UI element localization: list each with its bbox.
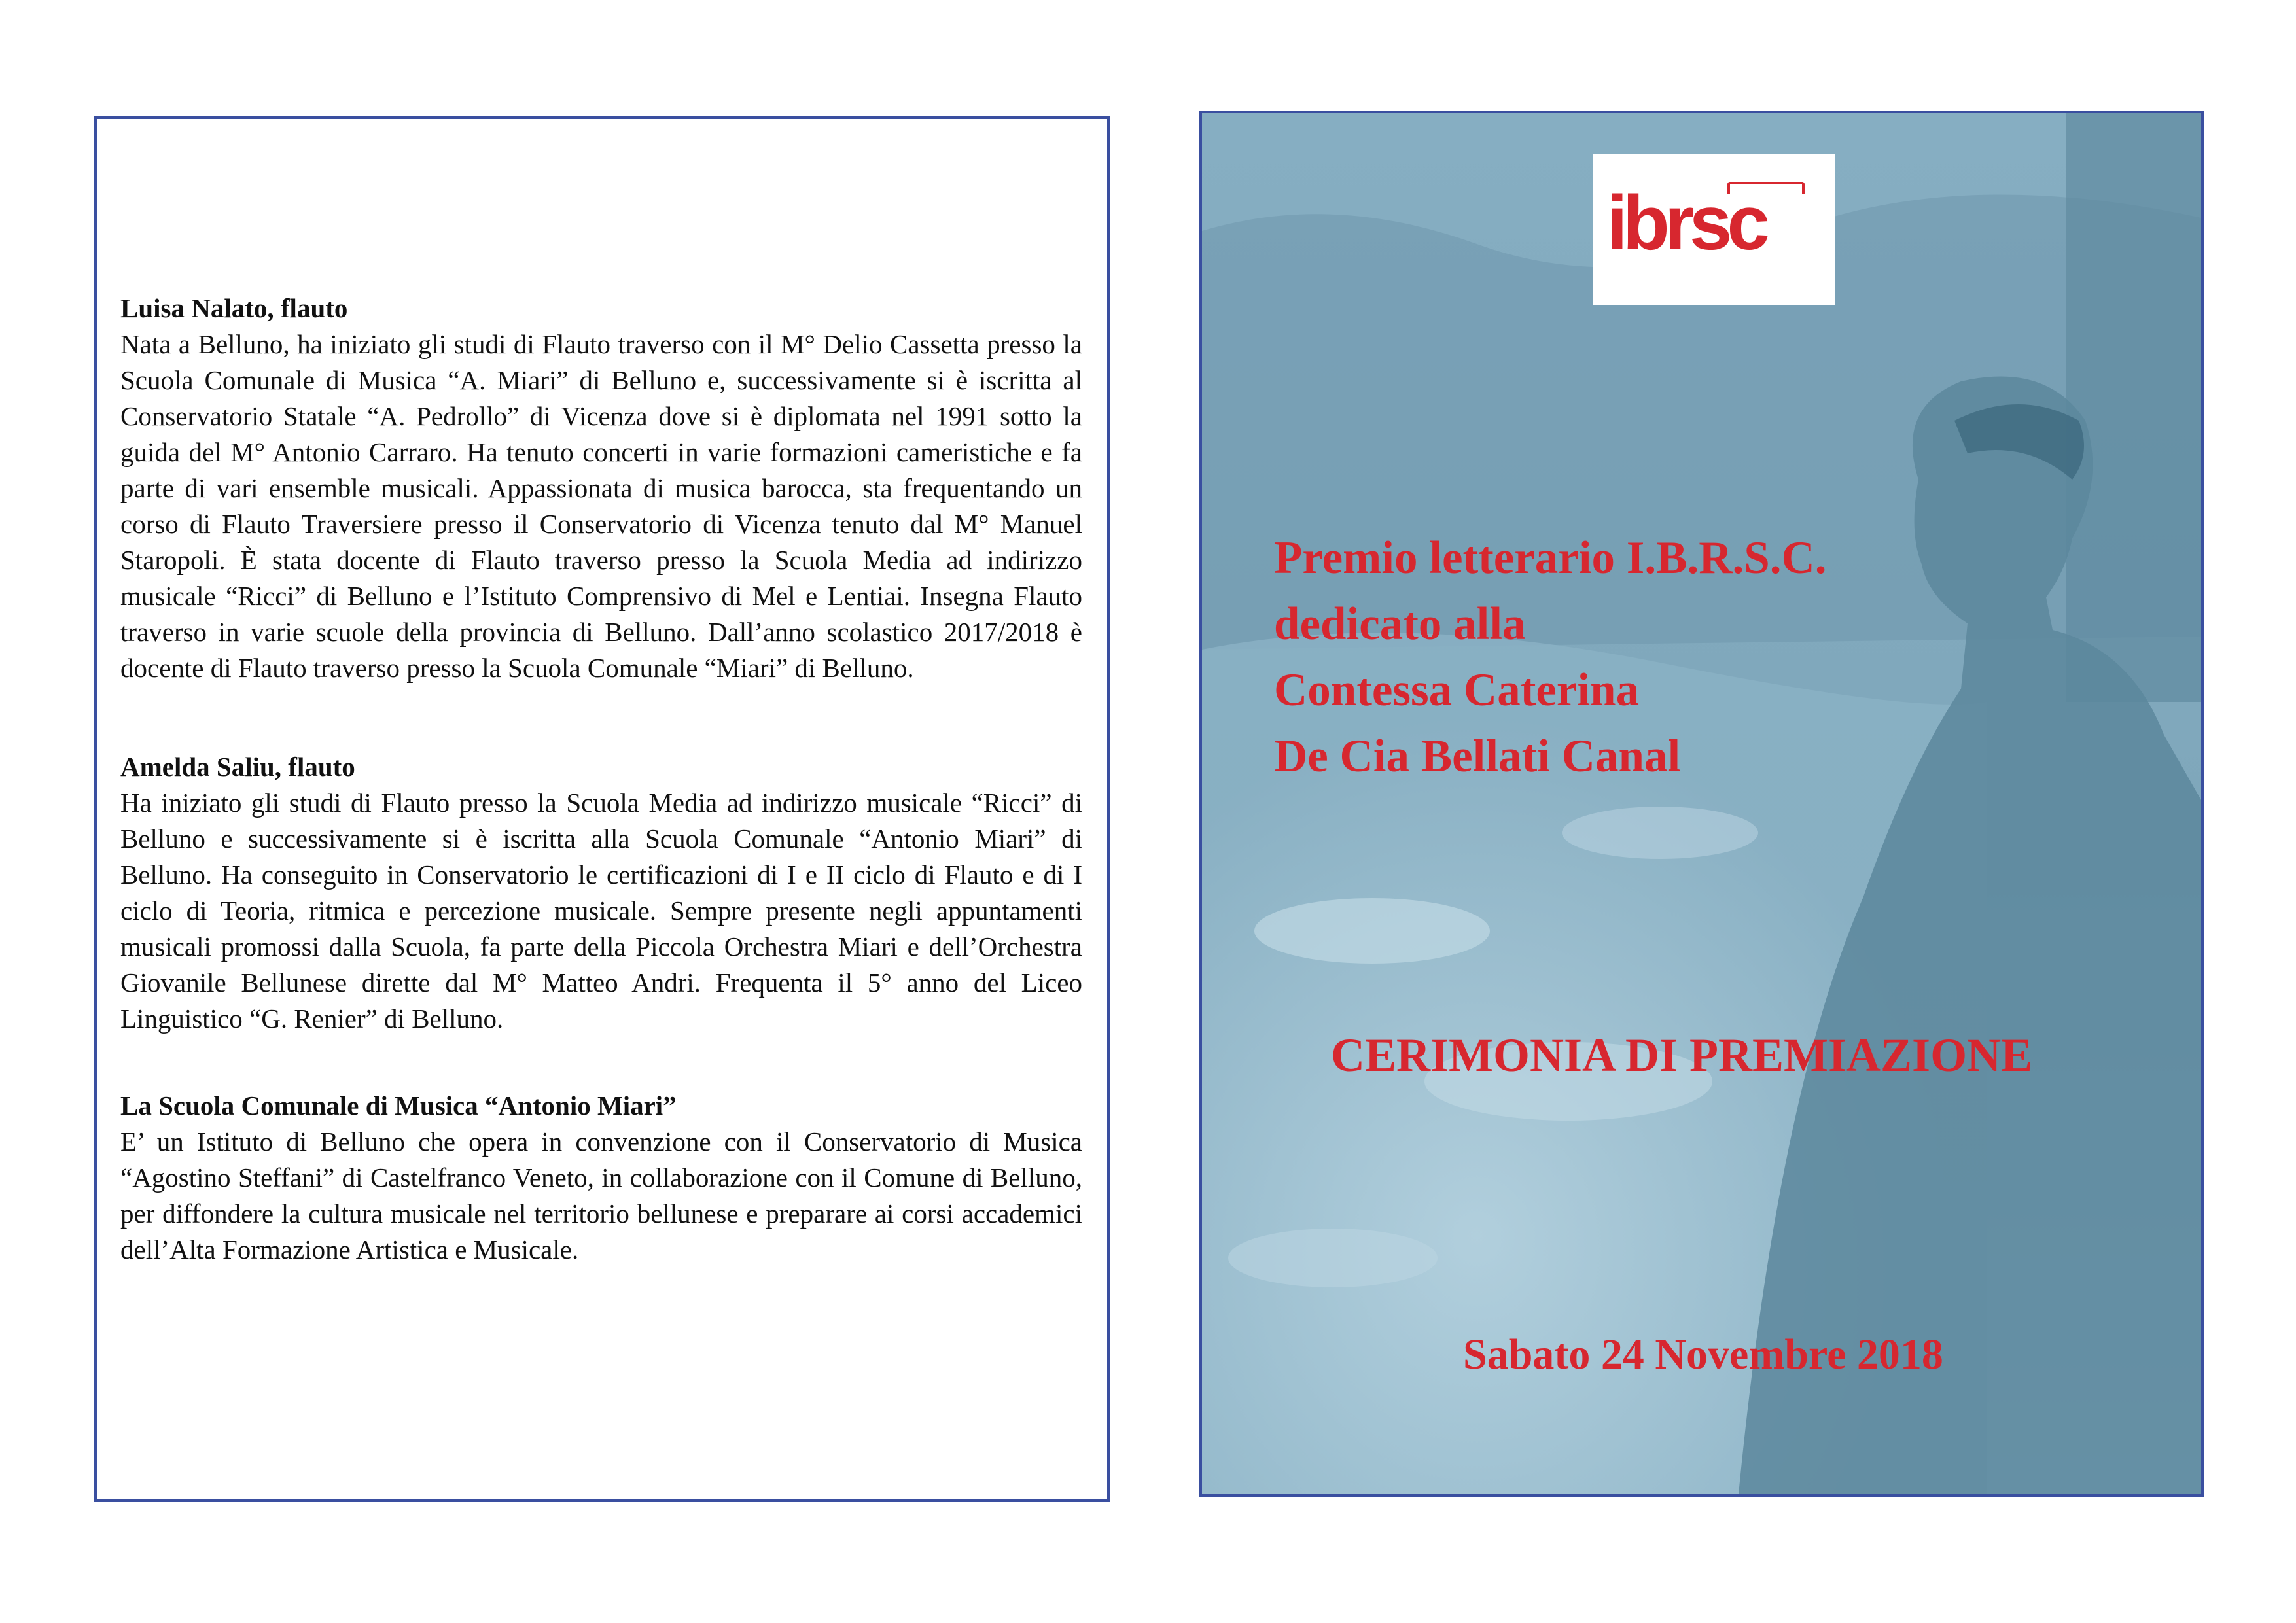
biographies-panel <box>94 116 1110 1502</box>
bio-text: Nata a Belluno, ha iniziato gli studi di Flauto traverso con il M° Delio Cassetta presso la Scuola Comunale di Musica “A. Miari” di Belluno e, successivamente si è iscritta al Conservatorio Statale “A. Pedrollo” di Vicenza dove si è diplomata nel 1991 sotto la guida del M° Antonio Carraro. Ha tenuto concerti in varie formazioni cameristiche e fa parte di vari ensemble musicali. Appassionata di musica barocca, sta frequentando un corso di Flauto Traversiere presso il Conservatorio di Vicenza tenuto dal M° Manuel Staropoli. È stata docente di Flauto traverso presso la Scuola Media ad indirizzo musicale “Ricci” di Belluno e l’Istituto Comprensivo di Mel e Lentiai. Insegna Flauto traverso in varie scuole della provincia di Belluno. Dall’anno scolastico 2017/2018 è docente di Flauto traverso presso la Scuola Comunale “Miari” di Belluno. <box>120 329 1082 683</box>
bio-text: Ha iniziato gli studi di Flauto presso la Scuola Media ad indirizzo musicale “Ricci” di Belluno e successivamente si è iscritta alla Scuola Comunale “Antonio Miari” di Belluno. Ha conseguito in Conservatorio le certificazioni di I e II ciclo di Flauto e di I ciclo di Teoria, ritmica e percezione musicale. Sempre presente negli appuntamenti musicali promossi dalla Scuola, fa parte della Piccola Orchestra Miari e dell’Orchestra Giovanile Bellunese dirette dal M° Matteo Andri. Frequenta il 5° anno del Liceo Linguistico “G. Renier” di Belluno. <box>120 788 1082 1034</box>
bio-luisa-nalato <box>120 290 1082 686</box>
bio-scuola-miari <box>120 1088 1082 1268</box>
prize-title <box>1274 525 2125 790</box>
title-line: Contessa Caterina <box>1274 665 1640 716</box>
title-line: Premio letterario I.B.R.S.C. <box>1274 532 1827 584</box>
title-line: De Cia Bellati Canal <box>1274 731 1681 782</box>
bio-title: Luisa Nalato, flauto <box>120 293 348 323</box>
bio-title: La Scuola Comunale di Musica “Antonio Miari” <box>120 1091 677 1121</box>
event-date: Sabato 24 Novembre 2018 <box>1463 1331 1943 1378</box>
logo-text: ibrsc <box>1606 180 1765 266</box>
ceremony-heading: CERIMONIA DI PREMIAZIONE <box>1331 1029 2033 1081</box>
bio-amelda-saliu <box>120 749 1082 1037</box>
cover-panel <box>1199 111 2204 1497</box>
cover-photo <box>1202 113 2201 1494</box>
title-line: dedicato alla <box>1274 599 1526 650</box>
bio-text: E’ un Istituto di Belluno che opera in convenzione con il Conservatorio di Musica “Agostino Steffani” di Castelfranco Veneto, in collaborazione con il Comune di Belluno, per diffondere la cultura musicale nel territorio bellunese e preparare ai corsi accademici dell’Alta Formazione Artistica e Musicale. <box>120 1126 1082 1265</box>
ibrsc-logo <box>1593 154 1835 305</box>
bio-title: Amelda Saliu, flauto <box>120 752 355 782</box>
